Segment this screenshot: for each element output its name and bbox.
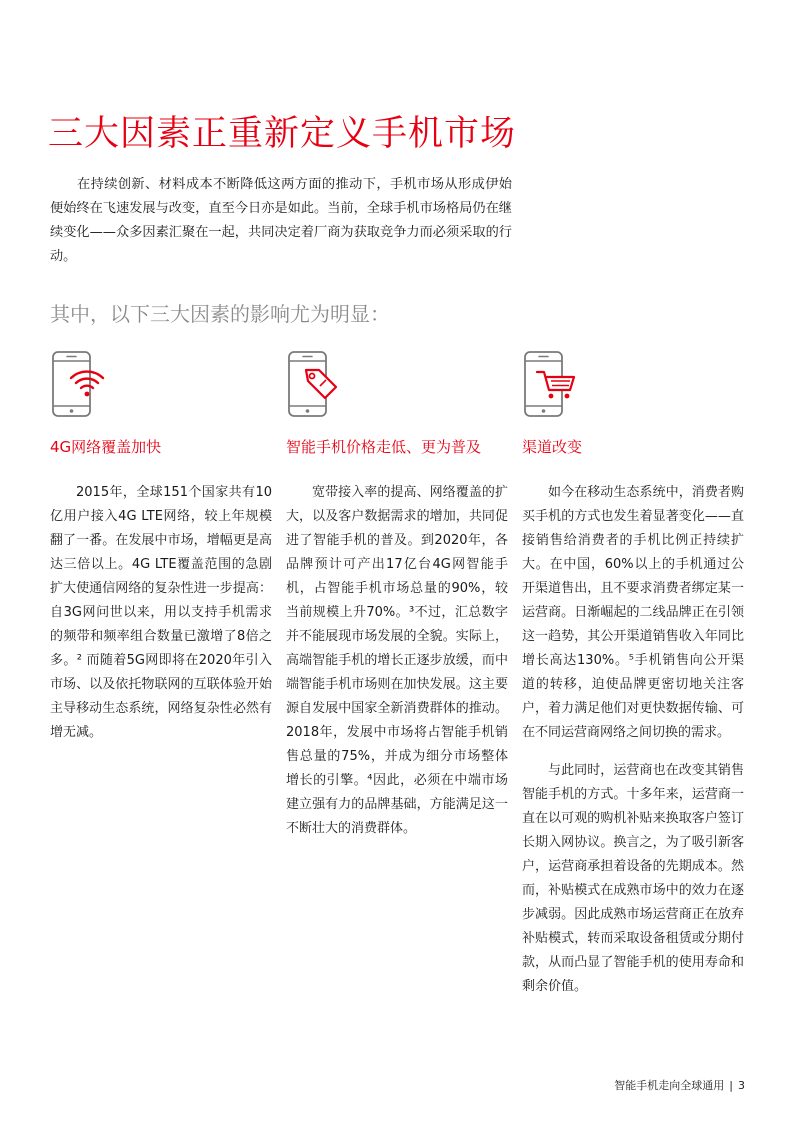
page-number: 3: [738, 1079, 745, 1092]
intro-paragraph: 在持续创新、材料成本不断降低这两方面的推动下，手机市场从形成伊始便始终在飞速发展与改变，直至今日亦是如此。当前，全球手机市场格局仍在继续变化——众多因素汇聚在一起，共同决定着厂商为获取竞争力而必须采取的行动。: [50, 177, 512, 264]
phone-price-tag-icon: [286, 350, 346, 420]
factor-column-4g: [50, 350, 272, 759]
page-footer: [614, 1077, 745, 1093]
factor-column-price: [286, 350, 508, 855]
factor-heading-4g: 4G网络覆盖加快: [50, 438, 162, 456]
page-title: 三大因素正重新定义手机市场: [48, 114, 517, 154]
factor-body-4g: [50, 481, 272, 745]
factor-body-price: [286, 481, 508, 841]
phone-shopping-cart-icon: [522, 350, 582, 420]
factor-paragraph: 与此同时，运营商也在改变其销售智能手机的方式。十多年来，运营商一直在以可观的购机补贴来换取客户签订长期入网协议。换言之，为了吸引新客户，运营商承担着设备的先期成本。然而，补贴模式在成熟市场中的效力在逐步减弱。因此成熟市场运营商正在放弃补贴模式，转而采取设备租赁或分期付款，从而凸显了智能手机的使用寿命和剩余价值。: [522, 763, 744, 994]
factor-body-channel: [522, 481, 744, 999]
factor-paragraph: 宽带接入率的提高、网络覆盖的扩大，以及客户数据需求的增加，共同促进了智能手机的普及。到2020年，各品牌预计可产出17亿台4G网智能手机，占智能手机市场总量的90%，较当前规模上升70%。³不过，汇总数字并不能展现市场发展的全貌。实际上，高端智能手机的增长正逐步放缓，而中端智能手机市场则在加快发展。这主要源自发展中国家全新消费群体的推动。2018年，发展中市场将占智能手机销售总量的75%，并成为细分市场整体增长的引擎。⁴因此，必须在中端市场建立强有力的品牌基础，方能满足这一不断壮大的消费群体。: [286, 485, 508, 836]
factor-paragraph: 2015年，全球151个国家共有10亿用户接入4G LTE网络，较上年规模翻了一番。在发展中市场，增幅更是高达三倍以上。4G LTE覆盖范围的急剧扩大使通信网络的复杂性进一步提高：自3G网问世以来，用以支持手机需求的频带和频率组合数量已激增了8倍之多。² 而随着5G网即将在2020年引入市场、以及依托物联网的互联体验开始主导移动生态系统，网络复杂性必然有增无减。: [50, 485, 272, 740]
footer-title: 智能手机走向全球通用: [614, 1079, 725, 1092]
factor-column-channel: [522, 350, 744, 1013]
phone-wifi-icon: [50, 350, 110, 420]
factor-paragraph: 如今在移动生态系统中，消费者购买手机的方式也发生着显著变化——直接销售给消费者的手机比例正持续扩大。在中国，60%以上的手机通过公开渠道售出，且不要求消费者绑定某一运营商。日渐崛起的二线品牌正在引领这一趋势，其公开渠道销售收入年同比增长高达130%。⁵手机销售向公开渠道的转移，迫使品牌更密切地关注客户，着力满足他们对更快数据传输、可在不同运营商网络之间切换的需求。: [522, 485, 744, 740]
factor-heading-price: 智能手机价格走低、更为普及: [286, 438, 482, 456]
factor-heading-channel: 渠道改变: [522, 438, 583, 456]
section-subtitle: 其中，以下三大因素的影响尤为明显：: [50, 302, 390, 326]
footer-separator: |: [729, 1079, 733, 1092]
